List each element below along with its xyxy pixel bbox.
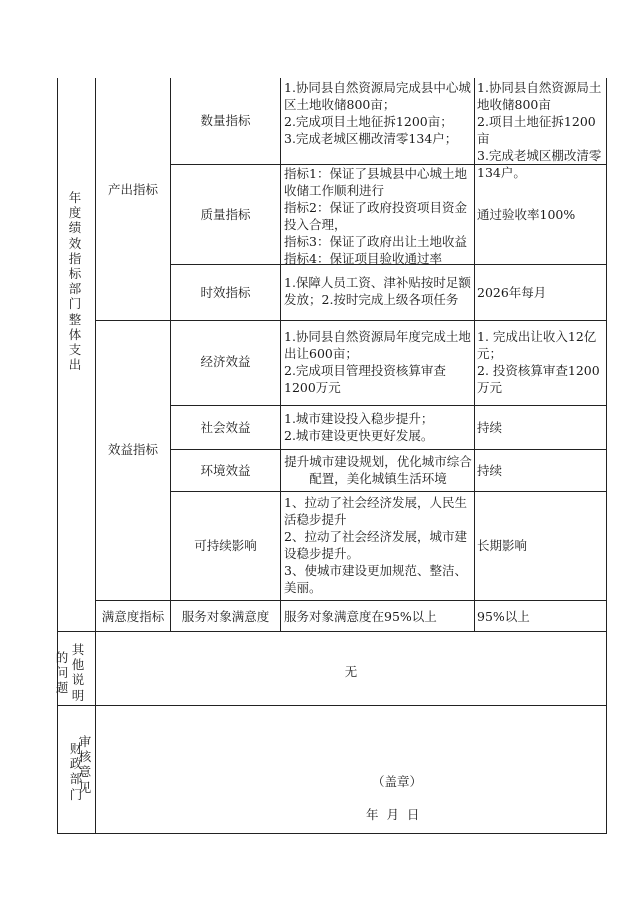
row-sep-e (170, 449, 607, 450)
border-bottom (57, 833, 607, 834)
benefit-label: 效益指标 (107, 442, 158, 457)
economic-content: 1.协同县自然资源局年度完成土地出让600亩； 2.完成项目管理投资核算审查1200万元 (284, 329, 471, 395)
quantity-name: 数量指标 (200, 113, 251, 128)
quality-target: 通过验收率100% (477, 207, 576, 222)
col-sep-3 (280, 78, 281, 631)
quantity-target: 1.协同县自然资源局土地收储800亩 2.项目土地征拆1200亩 3.完成老城区棚改清零134户。 (477, 80, 602, 180)
row-sep-g (95, 600, 607, 601)
finance-date: 年 月 日 (366, 807, 420, 822)
quantity-content: 1.协同县自然资源局完成县中心城区土地收储800亩； 2.完成项目土地征拆1200亩； 3.完成老城区棚改清零134户； (284, 80, 471, 146)
environmental-name: 环境效益 (200, 463, 251, 478)
sustainable-name: 可持续影响 (194, 538, 257, 553)
sustainable-content: 1、拉动了社会经济发展，人民生活稳步提升 2、拉动了社会经济发展，城市建设稳步提升。 3、使城市建设更加规范、整洁、美丽。 (284, 495, 467, 595)
col-sep-4 (474, 78, 475, 631)
border-right (606, 78, 607, 833)
social-name: 社会效益 (200, 420, 251, 435)
timeliness-name: 时效指标 (200, 285, 251, 300)
quality-name: 质量指标 (200, 207, 251, 222)
sustainable-target: 长期影响 (477, 538, 528, 553)
row-sep-h (57, 631, 607, 632)
social-content: 1.城市建设投入稳步提升； 2.城市建设更快更好发展。 (284, 411, 434, 443)
satisfaction-target: 95%以上 (477, 609, 530, 624)
satisfaction-name: 服务对象满意度 (181, 609, 270, 624)
social-target: 持续 (477, 420, 503, 435)
other-value: 无 (344, 664, 358, 679)
economic-target: 1. 完成出让收入12亿元； 2. 投资核算审查1200万元 (477, 329, 600, 395)
row-sep-i (57, 705, 607, 706)
satisfaction-content: 服务对象满意度在95%以上 (284, 609, 437, 624)
row-sep-c (95, 320, 607, 321)
economic-name: 经济效益 (200, 354, 251, 369)
other-label-col1: 其他说明 (71, 642, 85, 703)
border-left (57, 78, 58, 833)
quality-content: 指标1：保证了县城县中心城土地收储工作顺利进行 指标2：保证了政府投资项目资金投入合理， 指标3：保证了政府出让土地收益 指标4：保证项目验收通过率 (284, 166, 467, 266)
output-label: 产出指标 (107, 182, 158, 197)
satisfaction-label: 满意度指标 (101, 609, 165, 624)
timeliness-target: 2026年每月 (477, 285, 547, 300)
row-sep-f (170, 491, 607, 492)
section-label: 年度绩效指标部门整体支出 (68, 190, 82, 373)
finance-label-col2: 审核意见 (78, 734, 92, 795)
timeliness-content: 1.保障人员工资、津补贴按时足额发放；2.按时完成上级各项任务 (284, 275, 471, 307)
other-label-col2: 的问题 (55, 650, 69, 696)
finance-stamp: （盖章） (372, 774, 423, 789)
finance-label-col1: 财政部门 (69, 741, 83, 802)
environmental-content: 提升城市建设规划，优化城市综合配置，美化城镇生活环境 (284, 454, 472, 486)
environmental-target: 持续 (477, 463, 503, 478)
row-sep-d (170, 405, 607, 406)
